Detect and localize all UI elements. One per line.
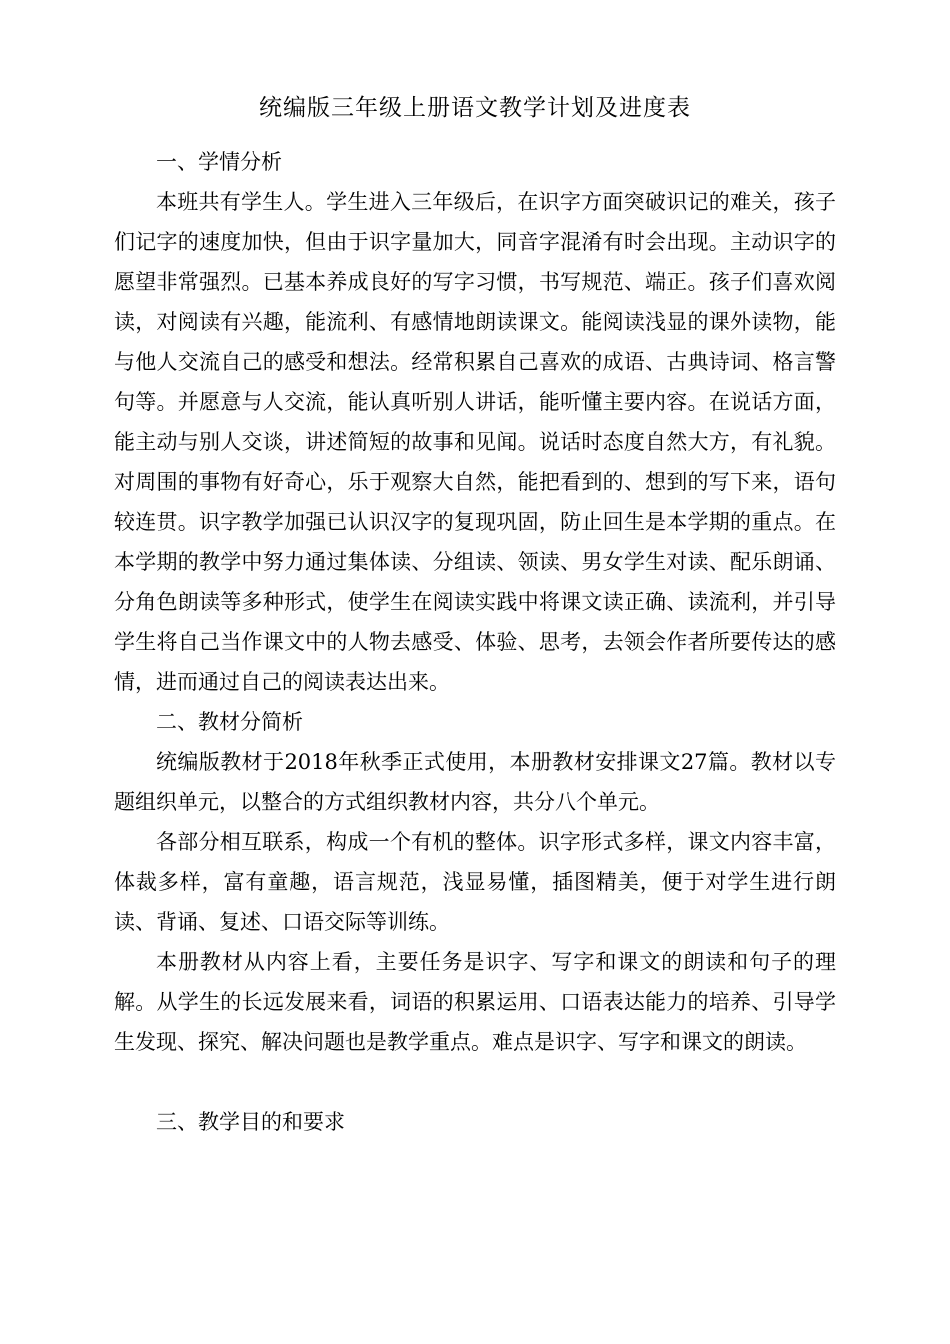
paragraph-learning-analysis: 本班共有学生人。学生进入三年级后，在识字方面突破识记的难关，孩子们记字的速度加快，但由于识字量加大，同音字混淆有时会出现。主动识字的愿望非常强烈。已基本养成良好的写字习惯，书写规范、端正。孩子们喜欢阅读，对阅读有兴趣，能流利、有感情地朗读课文。能阅读浅显的课外读物，能与他人交流自己的感受和想法。经常积累自己喜欢的成语、古典诗词、格言警句等。并愿意与人交流，能认真听别人讲话，能听懂主要内容。在说话方面，能主动与别人交谈，讲述简短的故事和见闻。说话时态度自然大方，有礼貌。对周围的事物有好奇心，乐于观察大自然，能把看到的、想到的写下来，语句较连贯。识字教学加强已认识汉字的复现巩固，防止回生是本学期的重点。在本学期的教学中努力通过集体读、分组读、领读、男女学生对读、配乐朗诵、分角色朗读等多种形式，使学生在阅读实践中将课文读正确、读流利，并引导学生将自己当作课文中的人物去感受、体验、思考，去领会作者所要传达的感情，进而通过自己的阅读表达出来。 <box>114 190 836 694</box>
document-body <box>114 142 836 1142</box>
paragraph-textbook-structure: 各部分相互联系，构成一个有机的整体。识字形式多样，课文内容丰富，体裁多样，富有童趣，语言规范，浅显易懂，插图精美，便于对学生进行朗读、背诵、复述、口语交际等训练。 <box>114 830 836 934</box>
paragraph-textbook-tasks: 本册教材从内容上看，主要任务是识字、写字和课文的朗读和句子的理解。从学生的长远发展来看，词语的积累运用、口语表达能力的培养、引导学生发现、探究、解决问题也是教学重点。难点是识字、写字和课文的朗读。 <box>114 950 836 1054</box>
document-title: 统编版三年级上册语文教学计划及进度表 <box>259 95 691 121</box>
paragraph-textbook-intro: 统编版教材于2018年秋季正式使用，本册教材安排课文27篇。教材以专题组织单元，以整合的方式组织教材内容，共分八个单元。 <box>114 750 836 814</box>
section-heading-3: 三、教学目的和要求 <box>156 1110 345 1134</box>
section-heading-2: 二、教材分简析 <box>156 710 303 734</box>
section-heading-1: 一、学情分析 <box>156 150 282 174</box>
